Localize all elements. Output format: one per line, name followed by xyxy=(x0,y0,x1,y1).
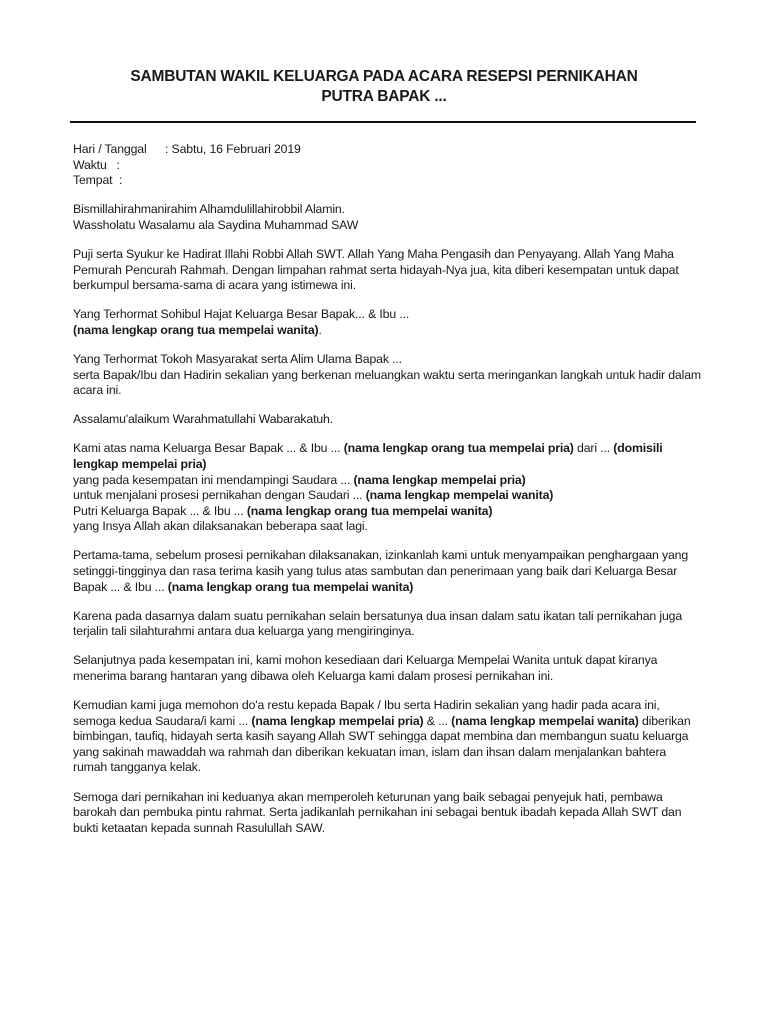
date-label: Hari / Tanggal xyxy=(73,142,147,156)
time-value: : xyxy=(116,157,120,172)
syukur-paragraph: Puji serta Syukur ke Hadirat Illahi Robbi Allah SWT. Allah Yang Maha Pengasih dan Penyayang. Allah Yang Maha Pemurah Pencurah Rahmah. Dengan limpahan rahmat serta hidayah-Nya jua, kita diberi kesempatan untuk dapat berkumpul bersama-sama di acara yang istimewa ini. xyxy=(73,246,679,293)
placeholder-bride-name: (nama lengkap mempelai wanita) xyxy=(365,488,554,503)
title-line-1: SAMBUTAN WAKIL KELUARGA PADA ACARA RESEPSI PERNIKAHAN xyxy=(130,68,638,85)
placeholder-groom-name: (nama lengkap mempelai pria) xyxy=(353,472,526,487)
hormat-tokoh-rest: serta Bapak/Ibu dan Hadirin sekalian yang berkenan meluangkan waktu serta meringankan langkah untuk hadir dalam acara ini. xyxy=(73,367,701,398)
keluarga-text-2: dari ... xyxy=(573,441,614,456)
time-row xyxy=(73,158,703,174)
kemudian-text-2: & ... xyxy=(423,713,452,728)
placeholder-parents-bride: (nama lengkap orang tua mempelai wanita) xyxy=(73,322,319,337)
title-line-2: PUTRA BAPAK ... xyxy=(321,88,447,105)
keluarga-paragraph xyxy=(73,441,703,535)
title-divider xyxy=(70,121,696,123)
opening-paragraph xyxy=(73,202,703,233)
salam-paragraph: Assalamu'alaikum Warahmatullahi Wabarakatuh. xyxy=(73,412,334,427)
keluarga-text-4: untuk menjalani prosesi pernikahan dengan Saudari ... xyxy=(73,488,366,503)
placeholder-groom-domicile: (domisili lengkap mempelai pria) xyxy=(73,441,663,471)
opening-line-2: Wassholatu Wasalamu ala Saydina Muhammad SAW xyxy=(73,217,359,232)
kemudian-text-3: diberikan bimbingan, taufiq, hidayah serta kasih sayang Allah SWT sehingga dapat membina dan membangun suatu keluarga yang sakinah mawaddah wa rahmah dan diberikan kekuatan iman, islam dan ihsan dalam menjalankan bahtera rumah tangganya kelak. xyxy=(73,713,691,775)
pertama-text: Pertama-tama, sebelum prosesi pernikahan dilaksanakan, izinkanlah kami untuk menyampaikan penghargaan yang setinggi-tingginya dan rasa terima kasih yang tulus atas sambutan dan penerimaan yang baik dari Keluarga Besar Bapak ... & Ibu ... xyxy=(73,548,689,594)
place-row xyxy=(73,173,703,189)
hormat-keluarga-end: . xyxy=(318,322,322,337)
keluarga-text-3: yang pada kesempatan ini mendampingi Saudara ... xyxy=(73,472,354,487)
document-title xyxy=(70,67,698,107)
hormat-keluarga-line: Yang Terhormat Sohibul Hajat Keluarga Besar Bapak... & Ibu ... xyxy=(73,307,410,322)
placeholder-bride-name-2: (nama lengkap mempelai wanita) xyxy=(451,713,639,728)
placeholder-parents-bride-3: (nama lengkap orang tua mempelai wanita) xyxy=(167,579,414,594)
karena-paragraph: Karena pada dasarnya dalam suatu pernikahan selain bersatunya dua insan dalam satu ikatan tali pernikahan juga terjalin tali silahturahmi antara dua keluarga yang mengiringinya. xyxy=(73,608,683,639)
keluarga-text-6: yang Insya Allah akan dilaksanakan beberapa saat lagi. xyxy=(73,519,368,534)
keluarga-text-5: Putri Keluarga Bapak ... & Ibu ... xyxy=(73,503,247,518)
keluarga-text-1: Kami atas nama Keluarga Besar Bapak ... & Ibu ... xyxy=(73,441,344,456)
pertama-paragraph xyxy=(73,548,703,595)
kemudian-text-1: Kemudian kami juga memohon do'a restu kepada Bapak / Ibu serta Hadirin sekalian yang hadir pada acara ini, semoga kedua Saudara/i kami ... xyxy=(73,698,660,728)
time-label: Waktu xyxy=(73,157,107,172)
semoga-paragraph: Semoga dari pernikahan ini keduanya akan memperoleh keturunan yang baik sebagai penyejuk hati, pembawa barokah dan pembuka pintu rahmat. Serta jadikanlah pernikahan ini sebagai bentuk ibadah kepada Allah SWT dan bukti ketaatan kepada sunnah Rasulullah SAW. xyxy=(73,789,682,835)
hormat-tokoh-paragraph xyxy=(73,352,703,399)
date-value: : Sabtu, 16 Februari 2019 xyxy=(165,142,301,156)
placeholder-parents-bride-2: (nama lengkap orang tua mempelai wanita) xyxy=(246,503,493,518)
event-info xyxy=(73,142,703,189)
hormat-keluarga-paragraph xyxy=(73,307,703,338)
placeholder-groom-name-2: (nama lengkap mempelai pria) xyxy=(251,713,424,728)
opening-line-1: Bismillahirahmanirahim Alhamdulillahirobbil Alamin. xyxy=(73,202,345,217)
placeholder-parents-groom: (nama lengkap orang tua mempelai pria) xyxy=(343,441,574,456)
date-row xyxy=(73,142,703,158)
selanjutnya-paragraph: Selanjutnya pada kesempatan ini, kami mohon kesediaan dari Keluarga Mempelai Wanita untuk dapat kiranya menerima barang hantaran yang dibawa oleh Keluarga kami dalam prosesi pernikahan ini. xyxy=(73,653,658,683)
place-label: Tempat xyxy=(73,173,113,188)
hormat-tokoh-line: Yang Terhormat Tokoh Masyarakat serta Alim Ulama Bapak ... xyxy=(73,351,402,366)
document-body xyxy=(73,142,703,850)
kemudian-paragraph xyxy=(73,698,703,776)
place-value: : xyxy=(118,173,123,188)
